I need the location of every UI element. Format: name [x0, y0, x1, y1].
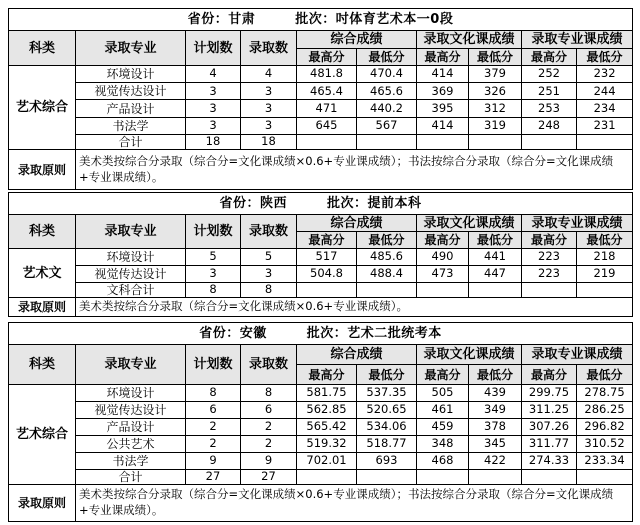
culture-max-cell: 348: [417, 436, 469, 453]
profession-min-cell: 296.82: [577, 419, 633, 436]
composite-min-cell: 470.4: [357, 65, 417, 82]
composite-min-cell: 537.35: [357, 385, 417, 402]
header-major: 录取专业: [76, 31, 186, 66]
culture-min-cell: 378: [469, 419, 522, 436]
profession-min-cell: 278.75: [577, 385, 633, 402]
table-row: [9, 65, 633, 82]
admission-table-anhui: [8, 322, 633, 522]
header-profession-max: 最高分: [522, 365, 577, 385]
profession-max-cell: 307.26: [522, 419, 577, 436]
header-plan: 计划数: [186, 31, 241, 66]
empty-cell: [297, 283, 357, 298]
composite-min-cell: 518.77: [357, 436, 417, 453]
header-profession: 录取专业课成绩: [522, 31, 633, 48]
kelei-cell: 艺术文: [9, 249, 76, 298]
profession-max-cell: 253: [522, 100, 577, 117]
composite-min-cell: 440.2: [357, 100, 417, 117]
admission-rule: 美术类按综合分录取（综合分=文化课成绩×0.6+专业课成绩）。: [76, 298, 633, 317]
total-plan: 27: [186, 470, 241, 485]
culture-max-cell: 369: [417, 83, 469, 100]
profession-max-cell: 252: [522, 65, 577, 82]
admit-cell: 9: [241, 453, 297, 470]
empty-cell: [357, 283, 417, 298]
table-title: [9, 193, 633, 215]
culture-max-cell: 468: [417, 453, 469, 470]
header-culture-min: 最低分: [469, 365, 522, 385]
culture-min-cell: 349: [469, 402, 522, 419]
empty-cell: [417, 283, 469, 298]
admit-cell: 2: [241, 436, 297, 453]
table-row: [9, 100, 633, 117]
composite-min-cell: 485.6: [357, 249, 417, 266]
batch-label: 批次：提前本科: [327, 196, 422, 211]
composite-max-cell: 645: [297, 117, 357, 134]
table-row: [9, 249, 633, 266]
header-profession-max: 最高分: [522, 48, 577, 65]
plan-cell: 3: [186, 83, 241, 100]
admit-cell: 6: [241, 402, 297, 419]
culture-max-cell: 395: [417, 100, 469, 117]
profession-min-cell: 233.34: [577, 453, 633, 470]
culture-min-cell: 326: [469, 83, 522, 100]
profession-max-cell: 223: [522, 266, 577, 283]
admit-cell: 5: [241, 249, 297, 266]
composite-max-cell: 565.42: [297, 419, 357, 436]
total-plan: 8: [186, 283, 241, 298]
profession-max-cell: 311.77: [522, 436, 577, 453]
culture-min-cell: 379: [469, 65, 522, 82]
header-composite-min: 最低分: [357, 365, 417, 385]
table-row: [9, 453, 633, 470]
plan-cell: 8: [186, 385, 241, 402]
header-culture-max: 最高分: [417, 48, 469, 65]
profession-min-cell: 310.52: [577, 436, 633, 453]
profession-max-cell: 274.33: [522, 453, 577, 470]
culture-max-cell: 459: [417, 419, 469, 436]
empty-cell: [417, 470, 469, 485]
header-culture: 录取文化课成绩: [417, 345, 522, 365]
total-row: [9, 135, 633, 150]
profession-min-cell: 218: [577, 249, 633, 266]
major-cell: 环境设计: [76, 65, 186, 82]
header-culture-max: 最高分: [417, 365, 469, 385]
profession-max-cell: 248: [522, 117, 577, 134]
empty-cell: [577, 283, 633, 298]
composite-max-cell: 562.85: [297, 402, 357, 419]
empty-cell: [357, 135, 417, 150]
plan-cell: 5: [186, 249, 241, 266]
profession-min-cell: 231: [577, 117, 633, 134]
table-row: [9, 83, 633, 100]
header-composite: 综合成绩: [297, 345, 417, 365]
admission-table-gansu: [8, 8, 633, 190]
header-kelei: 科类: [9, 215, 76, 249]
major-cell: 视觉传达设计: [76, 266, 186, 283]
rule-label: 录取原则: [9, 485, 76, 522]
admit-cell: 2: [241, 419, 297, 436]
empty-cell: [469, 283, 522, 298]
header-composite-max: 最高分: [297, 365, 357, 385]
major-cell: 公共艺术: [76, 436, 186, 453]
profession-min-cell: 286.25: [577, 402, 633, 419]
culture-min-cell: 422: [469, 453, 522, 470]
header-admit: 录取数: [241, 31, 297, 66]
plan-cell: 3: [186, 100, 241, 117]
culture-min-cell: 439: [469, 385, 522, 402]
culture-min-cell: 447: [469, 266, 522, 283]
header-composite: 综合成绩: [297, 31, 417, 48]
province-label: 省份：甘肃: [187, 12, 256, 28]
total-label: 文科合计: [76, 283, 186, 298]
culture-min-cell: 319: [469, 117, 522, 134]
major-cell: 环境设计: [76, 385, 186, 402]
composite-max-cell: 519.32: [297, 436, 357, 453]
composite-max-cell: 481.8: [297, 65, 357, 82]
composite-max-cell: 517: [297, 249, 357, 266]
composite-max-cell: 471: [297, 100, 357, 117]
composite-min-cell: 693: [357, 453, 417, 470]
header-kelei: 科类: [9, 345, 76, 385]
empty-cell: [469, 135, 522, 150]
major-cell: 环境设计: [76, 249, 186, 266]
table-title: [9, 9, 633, 31]
table-title: [9, 323, 633, 345]
header-admit: 录取数: [241, 345, 297, 385]
admit-cell: 8: [241, 385, 297, 402]
rule-label: 录取原则: [9, 298, 76, 317]
header-composite-min: 最低分: [357, 48, 417, 65]
header-profession: 录取专业课成绩: [522, 345, 633, 365]
header-plan: 计划数: [186, 215, 241, 249]
plan-cell: 2: [186, 419, 241, 436]
major-cell: 产品设计: [76, 100, 186, 117]
header-culture-min: 最低分: [469, 232, 522, 249]
composite-min-cell: 534.06: [357, 419, 417, 436]
total-plan: 18: [186, 135, 241, 150]
admit-cell: 3: [241, 83, 297, 100]
profession-min-cell: 232: [577, 65, 633, 82]
table-row: [9, 436, 633, 453]
total-row: [9, 283, 633, 298]
composite-max-cell: 702.01: [297, 453, 357, 470]
composite-min-cell: 520.65: [357, 402, 417, 419]
header-composite-max: 最高分: [297, 232, 357, 249]
header-kelei: 科类: [9, 31, 76, 66]
admit-cell: 3: [241, 117, 297, 134]
kelei-cell: 艺术综合: [9, 65, 76, 149]
culture-max-cell: 490: [417, 249, 469, 266]
header-culture: 录取文化课成绩: [417, 215, 522, 232]
table-row: [9, 419, 633, 436]
profession-min-cell: 234: [577, 100, 633, 117]
plan-cell: 3: [186, 117, 241, 134]
total-admit: 18: [241, 135, 297, 150]
profession-min-cell: 219: [577, 266, 633, 283]
total-row: [9, 470, 633, 485]
table-row: [9, 385, 633, 402]
header-composite-max: 最高分: [297, 48, 357, 65]
culture-min-cell: 312: [469, 100, 522, 117]
major-cell: 视觉传达设计: [76, 83, 186, 100]
composite-min-cell: 465.6: [357, 83, 417, 100]
header-major: 录取专业: [76, 345, 186, 385]
province-label: 省份：陕西: [219, 196, 287, 211]
admit-cell: 3: [241, 100, 297, 117]
profession-max-cell: 251: [522, 83, 577, 100]
major-cell: 视觉传达设计: [76, 402, 186, 419]
plan-cell: 4: [186, 65, 241, 82]
composite-max-cell: 581.75: [297, 385, 357, 402]
province-label: 省份：安徽: [199, 326, 267, 341]
plan-cell: 9: [186, 453, 241, 470]
header-composite-min: 最低分: [357, 232, 417, 249]
admission-table-shaanxi: [8, 192, 633, 317]
major-cell: 书法学: [76, 453, 186, 470]
header-profession-min: 最低分: [577, 48, 633, 65]
major-cell: 书法学: [76, 117, 186, 134]
culture-max-cell: 461: [417, 402, 469, 419]
empty-cell: [577, 135, 633, 150]
empty-cell: [469, 470, 522, 485]
profession-min-cell: 244: [577, 83, 633, 100]
header-culture-min: 最低分: [469, 48, 522, 65]
admission-rule: 美术类按综合分录取（综合分=文化课成绩×0.6+专业课成绩）；书法按综合分录取（综合分=文化课成绩+专业课成绩）。: [76, 485, 633, 522]
admit-cell: 3: [241, 266, 297, 283]
empty-cell: [522, 283, 577, 298]
header-admit: 录取数: [241, 215, 297, 249]
composite-max-cell: 465.4: [297, 83, 357, 100]
total-label: 合计: [76, 135, 186, 150]
table-row: [9, 266, 633, 283]
header-profession-min: 最低分: [577, 232, 633, 249]
empty-cell: [297, 135, 357, 150]
plan-cell: 3: [186, 266, 241, 283]
header-profession-min: 最低分: [577, 365, 633, 385]
profession-max-cell: 299.75: [522, 385, 577, 402]
plan-cell: 2: [186, 436, 241, 453]
table-row: [9, 117, 633, 134]
culture-max-cell: 505: [417, 385, 469, 402]
empty-cell: [522, 470, 577, 485]
rule-label: 录取原则: [9, 150, 76, 190]
header-major: 录取专业: [76, 215, 186, 249]
composite-max-cell: 504.8: [297, 266, 357, 283]
header-culture: 录取文化课成绩: [417, 31, 522, 48]
empty-cell: [417, 135, 469, 150]
culture-min-cell: 441: [469, 249, 522, 266]
composite-min-cell: 488.4: [357, 266, 417, 283]
empty-cell: [297, 470, 357, 485]
batch-label: 批次：吋体育艺术本一0段: [295, 12, 454, 28]
batch-label: 批次：艺术二批统考本: [306, 326, 442, 341]
header-profession-max: 最高分: [522, 232, 577, 249]
total-admit: 8: [241, 283, 297, 298]
header-plan: 计划数: [186, 345, 241, 385]
empty-cell: [522, 135, 577, 150]
empty-cell: [357, 470, 417, 485]
culture-max-cell: 473: [417, 266, 469, 283]
composite-min-cell: 567: [357, 117, 417, 134]
empty-cell: [577, 470, 633, 485]
culture-max-cell: 414: [417, 65, 469, 82]
profession-max-cell: 311.25: [522, 402, 577, 419]
header-culture-max: 最高分: [417, 232, 469, 249]
admission-rule: 美术类按综合分录取（综合分=文化课成绩×0.6+专业课成绩）；书法按综合分录取（综合分=文化课成绩+专业课成绩）。: [76, 150, 633, 190]
table-row: [9, 402, 633, 419]
profession-max-cell: 223: [522, 249, 577, 266]
plan-cell: 6: [186, 402, 241, 419]
major-cell: 产品设计: [76, 419, 186, 436]
culture-min-cell: 345: [469, 436, 522, 453]
kelei-cell: 艺术综合: [9, 385, 76, 485]
admit-cell: 4: [241, 65, 297, 82]
total-admit: 27: [241, 470, 297, 485]
header-composite: 综合成绩: [297, 215, 417, 232]
header-profession: 录取专业课成绩: [522, 215, 633, 232]
culture-max-cell: 414: [417, 117, 469, 134]
total-label: 合计: [76, 470, 186, 485]
